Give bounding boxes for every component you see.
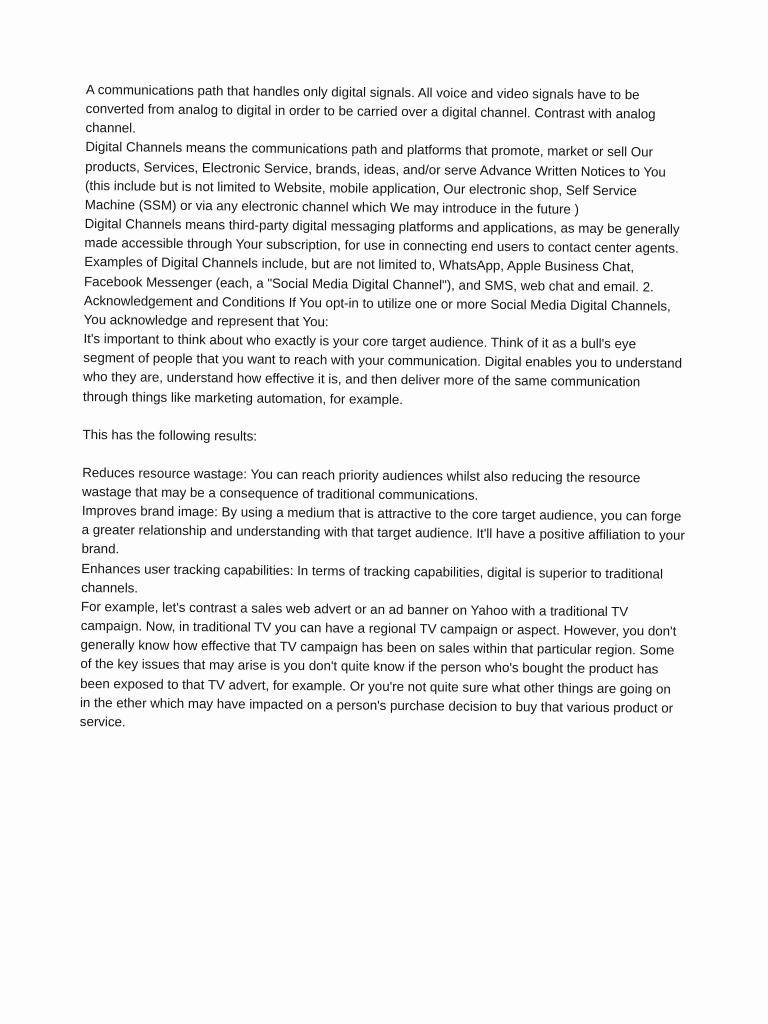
- paragraph-digital-channels-third-party: Digital Channels means third-party digital messaging platforms and applications, as may be generally made accessible through Your subscription, for use in connecting end users to contact center agents. Examples of Digital Channels include, but are not limited to, WhatsApp, Apple Business Chat, Facebook Messenger (each, a "Social Media Digital Channel"), and SMS, web chat and email. 2. Acknowledgement and Conditions If You opt-in to utilize one or more Social Media Digital Channels, You acknowledge and represent that You:: [83, 216, 680, 330]
- paragraph-tv-campaign-example: For example, let's contrast a sales web advert or an ad banner on Yahoo with a traditional TV campaign. Now, in traditional TV you can have a regional TV campaign or aspect. However, you don't generally know how effective that TV campaign has been on sales within that particular region. Some of the key issues that may arise is you don't quite know if the person who's bought the product has been exposed to that TV advert, for example. Or you're not quite sure what other things are going on in the ether which may have impacted on a person's purchase decision to buy that various product or service.: [79, 598, 677, 730]
- paragraph-digital-channel-definition: A communications path that handles only digital signals. All voice and video signals have to be converted from analog to digital in order to be carried over a digital channel. Contrast with analog channel.: [85, 81, 656, 136]
- paragraph-core-target-audience: It's important to think about who exactly is your core target audience. Think of it as a bull's eye segment of people that you want to reach with your communication. Digital enables you to understand who they are, understand how effective it is, and then deliver more of the same communication through things like marketing automation, for example.: [82, 331, 683, 407]
- paragraph-reduces-resource-wastage: Reduces resource wastage: You can reach priority audiences whilst also reducing the resource wastage that may be a consequence of traditional communications.: [81, 464, 641, 503]
- paragraph-digital-channels-platforms: Digital Channels means the communications path and platforms that promote, market or sell Our products, Services, Electronic Service, brands, ideas, and/or serve Advance Written Notices to You (this include but is not limited to Website, mobile application, Our electronic shop, Self Service Machine (SSM) or via any electronic channel which We may introduce in the future ): [84, 139, 666, 217]
- paragraph-enhances-tracking: Enhances user tracking capabilities: In terms of tracking capabilities, digital is superior to traditional channels.: [81, 560, 664, 596]
- paragraph-improves-brand-image: Improves brand image: By using a medium that is attractive to the core target audience, you can forge a greater relationship and understanding with that target audience. It'll have a positive affiliation to your brand.: [81, 503, 685, 557]
- paragraph-results-intro: This has the following results:: [82, 426, 258, 444]
- document-body: [80, 80, 690, 737]
